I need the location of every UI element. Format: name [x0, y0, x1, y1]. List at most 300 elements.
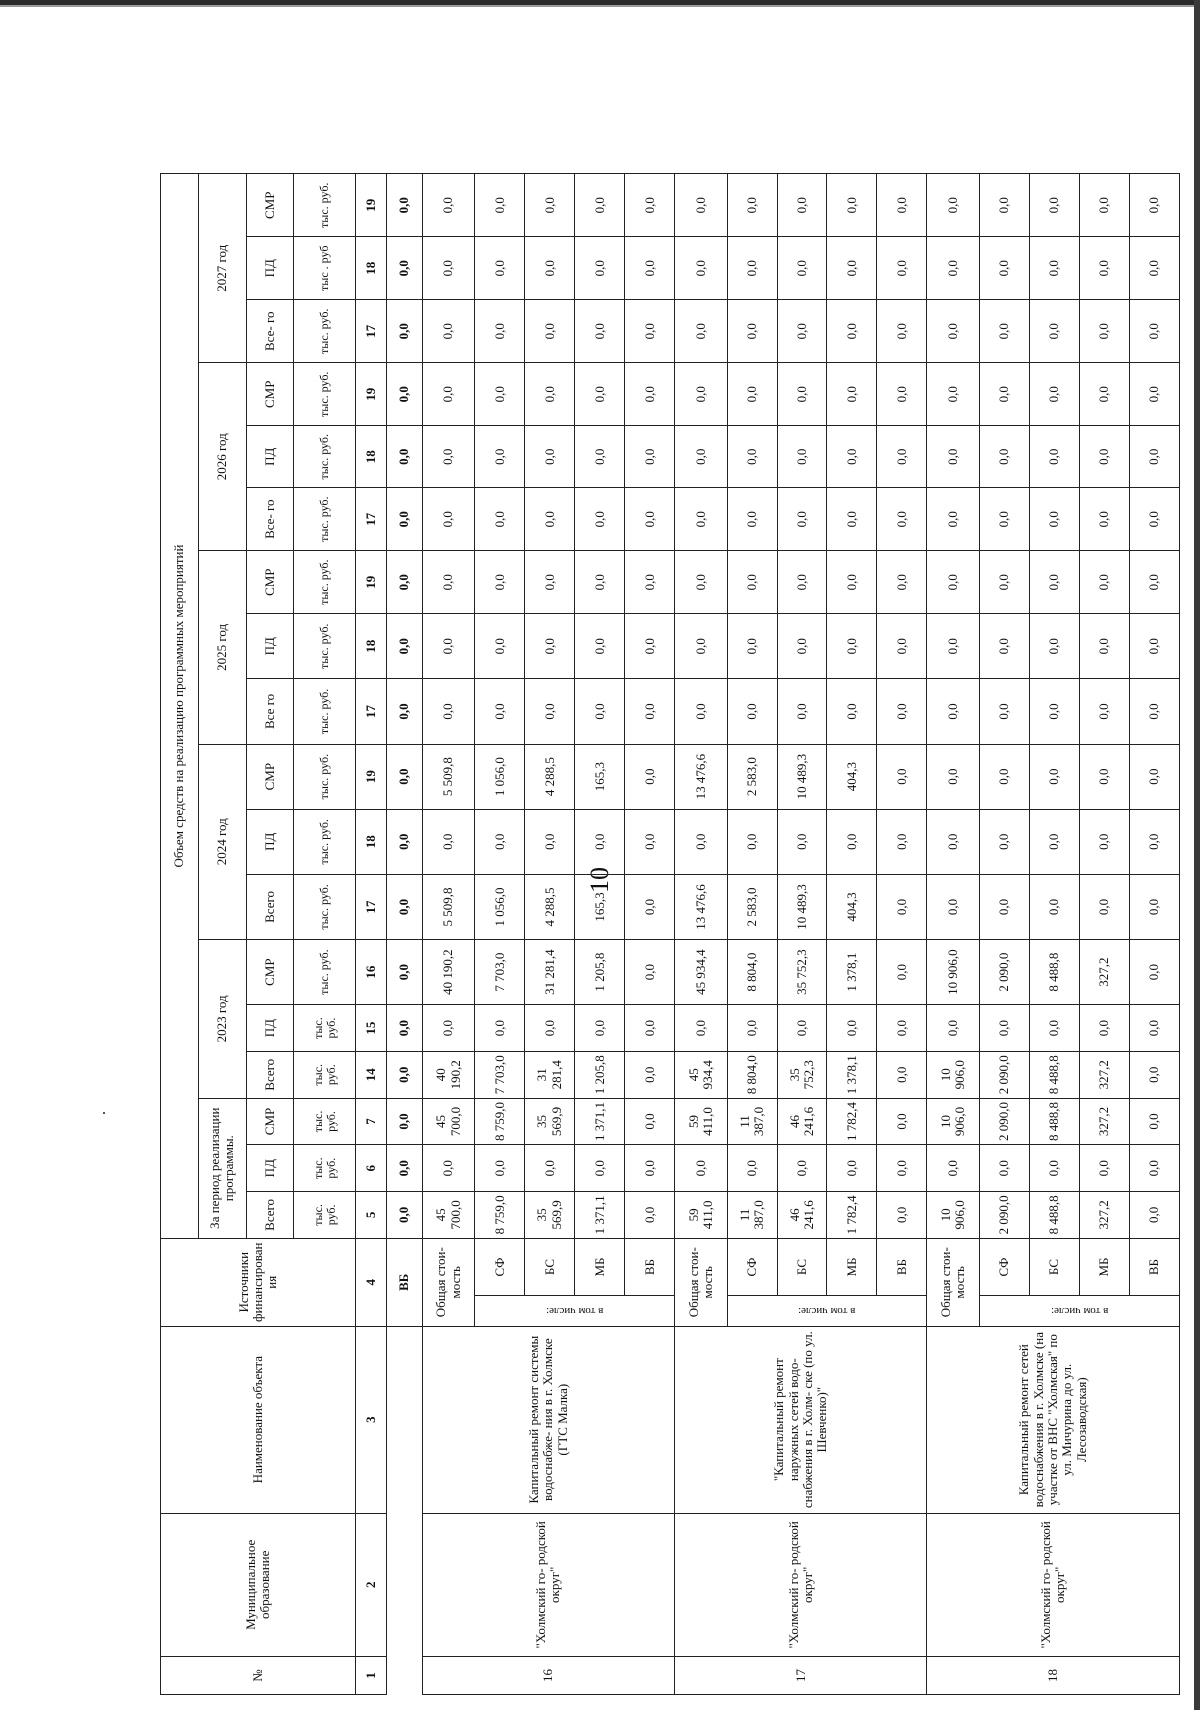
col-subheader: ПД [246, 237, 294, 300]
value-cell: 40 190,2 [422, 940, 474, 1005]
source-cell: СФ [475, 1238, 525, 1296]
value-cell: 0,0 [575, 679, 625, 744]
including-text: в том числе: [798, 1305, 856, 1318]
value-cell: 0,0 [979, 1145, 1029, 1192]
col-number: 18 [356, 614, 387, 679]
value-cell: 0,0 [877, 426, 927, 488]
col-header-volume: Объем средств на реализацию программных мероприятий [161, 174, 199, 1238]
col-number: 17 [356, 679, 387, 744]
value-cell: 0,0 [475, 1145, 525, 1192]
col-number: 2 [356, 1513, 387, 1656]
value-cell: 0,0 [727, 363, 777, 426]
value-cell: 0,0 [727, 1005, 777, 1052]
row-number: 16 [422, 1656, 674, 1694]
funding-table [160, 47, 1180, 1695]
value-cell: 0,0 [475, 679, 525, 744]
value-cell: 0,0 [387, 1005, 423, 1052]
value-cell: 0,0 [1029, 237, 1079, 300]
col-header-no: № [161, 1656, 356, 1694]
value-cell: 0,0 [422, 679, 474, 744]
col-subheader: СМР [246, 940, 294, 1005]
value-cell: 0,0 [877, 1145, 927, 1192]
value-cell: 0,0 [675, 614, 727, 679]
row-number: 17 [675, 1656, 927, 1694]
value-cell: 8 488,8 [1029, 940, 1079, 1005]
col-header-sources: Источники финансирования [161, 1238, 356, 1326]
value-cell: 0,0 [422, 614, 474, 679]
value-cell: 0,0 [979, 363, 1029, 426]
value-cell: 46 241,6 [777, 1192, 827, 1239]
value-cell: 0,0 [475, 809, 525, 874]
value-cell: 0,0 [575, 426, 625, 488]
col-unit: тыс. руб. [294, 363, 356, 426]
value-cell: 0,0 [387, 363, 423, 426]
col-number: 19 [356, 744, 387, 809]
source-cell: ВБ [877, 1238, 927, 1296]
scan-speck [103, 1112, 105, 1114]
value-cell: 0,0 [422, 809, 474, 874]
value-cell: 0,0 [387, 300, 423, 363]
col-unit: тыс. руб. [294, 940, 356, 1005]
value-cell: 0,0 [979, 744, 1029, 809]
value-cell: 327,2 [1079, 940, 1129, 1005]
value-cell: 0,0 [675, 809, 727, 874]
value-cell: 0,0 [927, 300, 979, 363]
value-cell: 2 090,0 [979, 1098, 1029, 1145]
value-cell: 8 804,0 [727, 1051, 777, 1098]
col-unit: тыс. руб. [294, 1192, 356, 1239]
value-cell: 0,0 [727, 1145, 777, 1192]
value-cell: 11 387,0 [727, 1192, 777, 1239]
col-number: 4 [356, 1238, 387, 1326]
col-number: 1 [356, 1656, 387, 1694]
value-cell: 0,0 [877, 744, 927, 809]
col-unit: тыс. руб. [294, 874, 356, 939]
value-cell: 2 090,0 [979, 1192, 1029, 1239]
value-cell: 0,0 [525, 237, 575, 300]
value-cell: 0,0 [777, 1145, 827, 1192]
value-cell: 0,0 [675, 488, 727, 551]
value-cell: 0,0 [877, 614, 927, 679]
value-cell: 0,0 [727, 426, 777, 488]
value-cell: 0,0 [827, 809, 877, 874]
value-cell: 0,0 [1079, 614, 1129, 679]
value-cell: 0,0 [1129, 1192, 1179, 1239]
value-cell: 0,0 [877, 237, 927, 300]
value-cell: 0,0 [1129, 940, 1179, 1005]
value-cell: 45 700,0 [422, 1098, 474, 1145]
value-cell: 0,0 [625, 744, 675, 809]
col-unit: тыс. руб. [294, 174, 356, 237]
value-cell: 0,0 [927, 679, 979, 744]
value-cell: 0,0 [877, 174, 927, 237]
value-cell: 0,0 [387, 744, 423, 809]
value-cell: 45 700,0 [422, 1192, 474, 1239]
object-name-cell: Капитальный ремонт системы водоснабже- ния в г. Холмске (ГТС Малка) [422, 1326, 674, 1513]
value-cell: 0,0 [827, 551, 877, 614]
value-cell: 0,0 [475, 300, 525, 363]
col-number: 19 [356, 174, 387, 237]
source-cell: СФ [979, 1238, 1029, 1296]
value-cell: 0,0 [575, 363, 625, 426]
value-cell: 0,0 [1029, 1145, 1079, 1192]
value-cell: 0,0 [877, 363, 927, 426]
value-cell: 0,0 [575, 237, 625, 300]
value-cell: 0,0 [877, 300, 927, 363]
value-cell: 0,0 [625, 1098, 675, 1145]
value-cell: 0,0 [575, 551, 625, 614]
col-unit: тыс. руб. [294, 1051, 356, 1098]
col-unit: тыс. руб. [294, 679, 356, 744]
source-cell: ВБ [387, 1238, 423, 1326]
value-cell: 0,0 [877, 1192, 927, 1239]
value-cell: 404,3 [827, 874, 877, 939]
value-cell: 31 281,4 [525, 1051, 575, 1098]
value-cell: 0,0 [387, 174, 423, 237]
value-cell: 0,0 [387, 614, 423, 679]
value-cell: 0,0 [827, 363, 877, 426]
value-cell: 0,0 [387, 551, 423, 614]
value-cell: 13 476,6 [675, 874, 727, 939]
scan-edge-right [1194, 0, 1200, 1710]
value-cell: 1 371,1 [575, 1192, 625, 1239]
value-cell: 0,0 [877, 1098, 927, 1145]
col-unit: тыс. руб. [294, 1098, 356, 1145]
value-cell: 0,0 [777, 809, 827, 874]
value-cell: 0,0 [927, 614, 979, 679]
value-cell: 0,0 [475, 174, 525, 237]
col-number: 17 [356, 874, 387, 939]
col-subheader: СМР [246, 551, 294, 614]
value-cell: 0,0 [525, 1005, 575, 1052]
value-cell: 10 906,0 [927, 1051, 979, 1098]
value-cell: 0,0 [777, 1005, 827, 1052]
col-unit: тыс. руб. [294, 551, 356, 614]
value-cell: 0,0 [877, 1051, 927, 1098]
value-cell: 46 241,6 [777, 1098, 827, 1145]
value-cell: 0,0 [1129, 363, 1179, 426]
value-cell: 0,0 [727, 174, 777, 237]
value-cell: 0,0 [777, 363, 827, 426]
value-cell: 0,0 [1129, 809, 1179, 874]
value-cell: 0,0 [1079, 809, 1129, 874]
value-cell: 0,0 [475, 551, 525, 614]
table-frame [160, 47, 1180, 1695]
value-cell: 0,0 [927, 874, 979, 939]
value-cell: 0,0 [979, 874, 1029, 939]
value-cell: 8 759,0 [475, 1098, 525, 1145]
row-number: 18 [927, 1656, 1180, 1694]
col-subheader: ПД [246, 1145, 294, 1192]
value-cell: 0,0 [1129, 679, 1179, 744]
value-cell: 0,0 [525, 614, 575, 679]
value-cell: 0,0 [625, 551, 675, 614]
value-cell: 0,0 [979, 426, 1029, 488]
value-cell: 0,0 [387, 679, 423, 744]
col-unit: тыс. руб. [294, 744, 356, 809]
value-cell: 0,0 [387, 1051, 423, 1098]
value-cell: 0,0 [387, 1192, 423, 1239]
value-cell: 0,0 [927, 1145, 979, 1192]
value-cell: 0,0 [877, 874, 927, 939]
col-subheader: СМР [246, 1098, 294, 1145]
value-cell: 1 056,0 [475, 874, 525, 939]
col-unit: тыс. руб. [294, 300, 356, 363]
table-row [387, 48, 423, 1695]
value-cell: 0,0 [387, 1145, 423, 1192]
value-cell: 0,0 [625, 1192, 675, 1239]
value-cell: 0,0 [1129, 237, 1179, 300]
value-cell: 0,0 [1029, 551, 1079, 614]
col-subheader: Всего [246, 1192, 294, 1239]
table-row [422, 48, 474, 1695]
value-cell: 0,0 [675, 679, 727, 744]
value-cell: 0,0 [1079, 1005, 1129, 1052]
col-subheader: Все го [246, 679, 294, 744]
value-cell: 0,0 [827, 1145, 877, 1192]
value-cell: 0,0 [525, 426, 575, 488]
value-cell: 0,0 [927, 363, 979, 426]
col-unit: тыс. руб. [294, 426, 356, 488]
col-number: 3 [356, 1326, 387, 1513]
value-cell: 59 411,0 [675, 1098, 727, 1145]
value-cell: 0,0 [1079, 363, 1129, 426]
table-row [356, 48, 387, 1695]
value-cell: 10 489,3 [777, 874, 827, 939]
col-subheader: СМР [246, 744, 294, 809]
value-cell: 0,0 [877, 940, 927, 1005]
value-cell: 0,0 [827, 614, 877, 679]
value-cell: 0,0 [877, 809, 927, 874]
value-cell: 0,0 [625, 488, 675, 551]
value-cell: 0,0 [777, 426, 827, 488]
value-cell: 0,0 [387, 488, 423, 551]
value-cell: 0,0 [475, 614, 525, 679]
value-cell: 1 378,1 [827, 1051, 877, 1098]
value-cell: 0,0 [625, 237, 675, 300]
source-cell: МБ [1079, 1238, 1129, 1296]
col-unit: тыс. руб. [294, 1005, 356, 1052]
value-cell: 0,0 [927, 551, 979, 614]
source-cell: БС [777, 1238, 827, 1296]
value-cell: 0,0 [387, 809, 423, 874]
value-cell: 0,0 [927, 744, 979, 809]
value-cell: 0,0 [625, 174, 675, 237]
total-cost-label: Общая стои- мость [422, 1238, 474, 1326]
including-label [475, 1296, 675, 1326]
page-number: 10 [585, 867, 614, 893]
source-cell: БС [1029, 1238, 1079, 1296]
col-header-year: 2024 год [199, 744, 247, 940]
table-body [161, 48, 1180, 1695]
value-cell: 0,0 [525, 551, 575, 614]
value-cell: 0,0 [422, 363, 474, 426]
value-cell: 11 387,0 [727, 1098, 777, 1145]
value-cell: 0,0 [422, 488, 474, 551]
value-cell: 0,0 [625, 809, 675, 874]
value-cell: 10 906,0 [927, 940, 979, 1005]
object-name-cell: "Капитальный ремонт наружных сетей водо- снабжения в г. Холм- ске (по ул. Шевченко)" [675, 1326, 927, 1513]
value-cell: 0,0 [525, 300, 575, 363]
value-cell: 35 752,3 [777, 940, 827, 1005]
value-cell: 0,0 [727, 809, 777, 874]
value-cell: 0,0 [575, 1145, 625, 1192]
col-subheader: Все- го [246, 300, 294, 363]
value-cell: 0,0 [575, 809, 625, 874]
value-cell: 0,0 [1129, 488, 1179, 551]
value-cell: 0,0 [1029, 300, 1079, 363]
value-cell: 0,0 [979, 614, 1029, 679]
col-unit: тыс. руб. [294, 1145, 356, 1192]
value-cell: 0,0 [979, 1005, 1029, 1052]
value-cell: 0,0 [1079, 679, 1129, 744]
value-cell: 0,0 [979, 237, 1029, 300]
value-cell: 327,2 [1079, 1098, 1129, 1145]
value-cell: 327,2 [1079, 1192, 1129, 1239]
value-cell: 0,0 [1079, 551, 1129, 614]
value-cell: 0,0 [475, 488, 525, 551]
value-cell: 0,0 [525, 1145, 575, 1192]
value-cell: 0,0 [675, 363, 727, 426]
value-cell: 0,0 [1029, 744, 1079, 809]
value-cell: 0,0 [422, 426, 474, 488]
value-cell: 0,0 [827, 488, 877, 551]
table-row [675, 48, 727, 1695]
col-number: 18 [356, 237, 387, 300]
value-cell: 1 056,0 [475, 744, 525, 809]
value-cell: 1 782,4 [827, 1192, 877, 1239]
col-header-year: 2027 год [199, 174, 247, 363]
col-subheader: ПД [246, 426, 294, 488]
value-cell: 0,0 [827, 679, 877, 744]
col-subheader: СМР [246, 174, 294, 237]
value-cell: 0,0 [625, 1145, 675, 1192]
col-number: 18 [356, 809, 387, 874]
value-cell: 0,0 [979, 809, 1029, 874]
col-header-object: Наименование объекта [161, 1326, 356, 1513]
source-cell: ВБ [625, 1238, 675, 1296]
value-cell: 0,0 [827, 174, 877, 237]
col-unit: тыс. руб. [294, 488, 356, 551]
col-number: 15 [356, 1005, 387, 1052]
municipality-cell: "Холмский го- родской округ" [927, 1513, 1180, 1656]
value-cell: 0,0 [1029, 809, 1079, 874]
value-cell: 0,0 [1079, 426, 1129, 488]
value-cell: 45 934,4 [675, 1051, 727, 1098]
value-cell: 0,0 [525, 363, 575, 426]
col-number: 19 [356, 551, 387, 614]
gap-cell [387, 1326, 423, 1694]
value-cell: 0,0 [675, 1005, 727, 1052]
value-cell: 0,0 [827, 426, 877, 488]
municipality-cell: "Холмский го- родской округ" [675, 1513, 927, 1656]
value-cell: 0,0 [727, 614, 777, 679]
value-cell: 0,0 [422, 300, 474, 363]
col-number: 18 [356, 426, 387, 488]
value-cell: 0,0 [1029, 614, 1079, 679]
value-cell: 0,0 [625, 874, 675, 939]
value-cell: 0,0 [1079, 1145, 1129, 1192]
value-cell: 0,0 [1129, 1005, 1179, 1052]
value-cell: 8 488,8 [1029, 1051, 1079, 1098]
value-cell: 35 752,3 [777, 1051, 827, 1098]
value-cell: 0,0 [575, 614, 625, 679]
value-cell: 0,0 [1129, 614, 1179, 679]
col-unit: тыс . руб [294, 237, 356, 300]
value-cell: 0,0 [675, 174, 727, 237]
value-cell: 0,0 [422, 1005, 474, 1052]
value-cell: 0,0 [1129, 1098, 1179, 1145]
value-cell: 0,0 [1129, 174, 1179, 237]
col-header-year: 2023 год [199, 940, 247, 1099]
value-cell: 0,0 [877, 679, 927, 744]
value-cell: 0,0 [979, 488, 1029, 551]
value-cell: 0,0 [727, 679, 777, 744]
including-label [727, 1296, 927, 1326]
col-unit: тыс. руб. [294, 614, 356, 679]
value-cell: 0,0 [827, 1005, 877, 1052]
value-cell: 0,0 [525, 488, 575, 551]
source-cell: ВБ [1129, 1238, 1179, 1296]
value-cell: 0,0 [1079, 744, 1129, 809]
value-cell: 0,0 [877, 551, 927, 614]
value-cell: 165,3 [575, 744, 625, 809]
value-cell: 0,0 [625, 1051, 675, 1098]
value-cell: 0,0 [475, 1005, 525, 1052]
including-text: в том числе: [1050, 1305, 1109, 1318]
value-cell: 0,0 [387, 237, 423, 300]
value-cell: 0,0 [525, 679, 575, 744]
value-cell: 327,2 [1079, 1051, 1129, 1098]
col-number: 6 [356, 1145, 387, 1192]
value-cell: 0,0 [1129, 426, 1179, 488]
total-cost-label: Общая стои- мость [675, 1238, 727, 1326]
value-cell: 0,0 [979, 679, 1029, 744]
col-subheader: СМР [246, 363, 294, 426]
value-cell: 0,0 [979, 551, 1029, 614]
value-cell: 0,0 [979, 300, 1029, 363]
source-cell: БС [525, 1238, 575, 1296]
value-cell: 0,0 [927, 237, 979, 300]
value-cell: 0,0 [1029, 174, 1079, 237]
value-cell: 0,0 [387, 874, 423, 939]
value-cell: 35 569,9 [525, 1098, 575, 1145]
value-cell: 0,0 [422, 551, 474, 614]
col-subheader: Все- го [246, 488, 294, 551]
value-cell: 0,0 [387, 1098, 423, 1145]
value-cell: 0,0 [979, 174, 1029, 237]
value-cell: 0,0 [625, 940, 675, 1005]
value-cell: 0,0 [927, 426, 979, 488]
value-cell: 0,0 [625, 300, 675, 363]
col-subheader: Всего [246, 874, 294, 939]
table-row [161, 48, 199, 1695]
value-cell: 0,0 [777, 237, 827, 300]
source-cell: МБ [827, 1238, 877, 1296]
value-cell: 0,0 [675, 426, 727, 488]
col-number: 7 [356, 1098, 387, 1145]
value-cell: 0,0 [1029, 679, 1079, 744]
value-cell: 0,0 [575, 1005, 625, 1052]
value-cell: 0,0 [422, 1145, 474, 1192]
value-cell: 0,0 [675, 237, 727, 300]
value-cell: 0,0 [777, 300, 827, 363]
value-cell: 0,0 [1079, 174, 1129, 237]
value-cell: 8 804,0 [727, 940, 777, 1005]
value-cell: 0,0 [475, 426, 525, 488]
source-cell: МБ [575, 1238, 625, 1296]
col-number: 17 [356, 488, 387, 551]
